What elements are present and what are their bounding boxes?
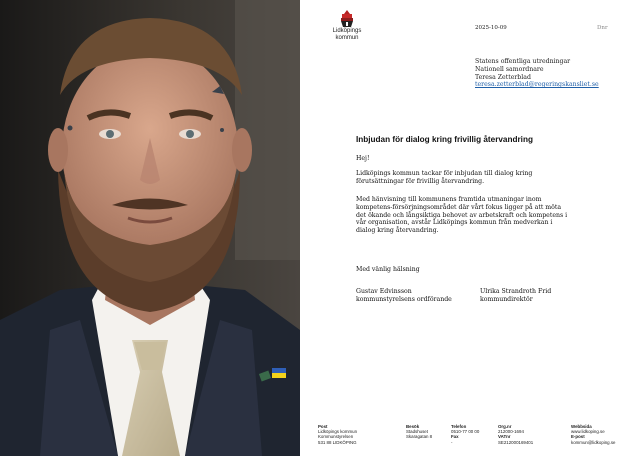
footer-vat-label: VATnr bbox=[498, 434, 511, 440]
greeting: Hej! bbox=[356, 155, 370, 162]
footer-vat-value: SE212000169401 bbox=[498, 439, 534, 445]
footer-post-label: Post bbox=[318, 424, 328, 429]
footer-webb-label: Webbsida bbox=[571, 424, 592, 429]
footer-orgnr-value: 212000-1694 bbox=[498, 429, 524, 435]
recipient-email-link[interactable]: teresa.zetterblad@regeringskansliet.se bbox=[475, 81, 599, 89]
letter-page bbox=[300, 0, 640, 456]
footer-besok bbox=[406, 424, 432, 440]
footer-post-line1: Lidköpings kommun bbox=[318, 429, 358, 435]
footer-webb bbox=[571, 424, 615, 445]
recipient-line1: Statens offentliga utredningar bbox=[475, 58, 571, 65]
footer-orgnr-label: Org.nr bbox=[498, 424, 512, 429]
letter-heading: Inbjudan för dialog kring frivillig återvandring bbox=[356, 135, 533, 144]
letter-date: 2025-10-09 bbox=[475, 25, 507, 31]
footer-fax-value: - bbox=[451, 439, 453, 445]
footer-email-link[interactable]: kommun@lidkoping.se bbox=[571, 439, 616, 445]
signer1-title: kommunstyrelsens ordförande bbox=[356, 295, 452, 303]
footer-orgnr bbox=[498, 424, 533, 445]
footer-besok-line2: Skaragatan 8 bbox=[406, 434, 433, 440]
footer-post-line2: Kommunstyrelsen bbox=[318, 434, 354, 440]
footer-post-line3: 531 88 LIDKÖPING bbox=[318, 439, 357, 445]
paragraph-1: Lidköpings kommun tackar för inbjudan till dialog kring förutsättningar för frivillig återvandring. bbox=[356, 170, 533, 185]
castle-crest-icon bbox=[339, 10, 355, 28]
footer-besok-label: Besök bbox=[406, 424, 420, 429]
footer-telefon-value: 0510-77 00 00 bbox=[451, 429, 480, 435]
logo-text-line1: Lidköpings bbox=[332, 28, 362, 34]
footer-fax-label: Fax bbox=[451, 434, 459, 440]
footer-telefon-label: Telefon bbox=[451, 424, 467, 429]
signer2-name: Ulrika Strandroth Frid bbox=[480, 288, 552, 295]
signature-block-1 bbox=[356, 288, 452, 304]
footer-webb-link[interactable]: www.lidkoping.se bbox=[571, 429, 605, 435]
footer-telefon bbox=[451, 424, 479, 445]
portrait-illustration bbox=[0, 0, 300, 456]
footer-post bbox=[318, 424, 357, 445]
footer-email-label: E-post bbox=[571, 434, 585, 440]
diary-number: Dnr bbox=[597, 25, 608, 31]
municipality-logo bbox=[330, 10, 364, 41]
recipient-address bbox=[475, 58, 599, 89]
logo-text-line2: kommun bbox=[335, 34, 359, 41]
signer1-name: Gustav Edvinsson bbox=[356, 288, 412, 295]
closing: Med vänlig hälsning bbox=[356, 266, 420, 273]
signature-block-2 bbox=[480, 288, 551, 304]
paragraph-2: Med hänvisning till kommunens framtida utmaningar inom kompetens-försörjningsområdet där vårt fokus ligger på att möta det ökande och långsiktiga behovet av arbetskraft och kompetens i vår organisation, avstår Lidköpings kommun från medverkan i dialog kring återvandring. bbox=[356, 196, 568, 235]
recipient-line3: Teresa Zetterblad bbox=[475, 73, 531, 81]
signer2-title: kommundirektör bbox=[480, 295, 533, 303]
recipient-line2: Nationell samordnare bbox=[475, 65, 544, 73]
footer-besok-line1: Stadshuset bbox=[406, 429, 428, 435]
portrait-photo bbox=[0, 0, 300, 456]
